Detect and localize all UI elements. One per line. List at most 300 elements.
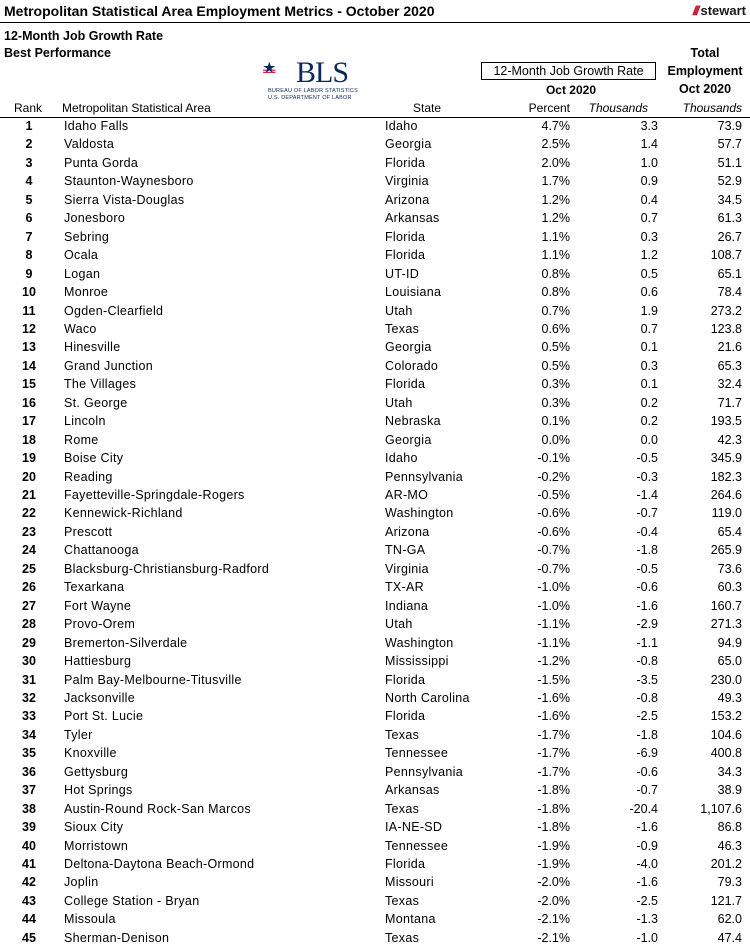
percent-cell: -0.2% [537,469,570,484]
total-cell: 345.9 [710,451,742,466]
table-row [0,765,750,783]
msa-cell: College Station - Bryan [64,893,200,908]
total-cell: 38.9 [717,783,742,798]
state-cell: Arkansas [385,783,440,798]
msa-cell: Ocala [64,248,99,263]
rank-cell: 34 [22,727,36,742]
percent-cell: -0.1% [537,451,570,466]
total-cell: 65.1 [717,266,742,281]
thousands-cell: -1.6 [636,820,658,835]
total-cell: 400.8 [710,746,742,761]
percent-cell: -1.8% [537,820,570,835]
table-row [0,875,750,893]
state-cell: Louisiana [385,285,442,300]
total-cell: 79.3 [717,875,742,890]
percent-cell: 1.2% [541,211,570,226]
thousands-cell: 0.3 [640,358,658,373]
msa-cell: Sierra Vista-Douglas [64,192,185,207]
total-cell: 153.2 [710,709,742,724]
thousands-cell: -0.6 [636,580,658,595]
table-row [0,211,750,229]
state-cell: Arkansas [385,211,440,226]
thousands-cell: 1.2 [640,248,658,263]
state-cell: TN-GA [385,543,426,558]
total-cell: 121.7 [710,893,742,908]
msa-cell: Kennewick-Richland [64,506,183,521]
rank-cell: 31 [22,672,36,687]
total-cell: 62.0 [717,912,742,927]
rank-cell: 42 [22,875,36,890]
table-row [0,931,750,949]
thousands-cell: -4.0 [636,857,658,871]
rank-cell: 33 [22,709,36,724]
rank-cell: 9 [25,266,33,281]
table-row [0,525,750,543]
total-cell: 104.6 [710,727,742,742]
percent-cell: 0.8% [541,266,570,281]
msa-cell: Lincoln [64,414,106,429]
state-cell: Florida [385,229,426,244]
table-row [0,894,750,912]
state-cell: Florida [385,857,426,871]
state-cell: Utah [385,395,413,410]
table-row [0,728,750,746]
table-row [0,396,750,414]
rank-cell: 3 [25,155,33,170]
state-cell: Tennessee [385,838,449,853]
state-cell: North Carolina [385,690,470,705]
msa-cell: Hot Springs [64,783,133,798]
total-cell: 26.7 [717,229,742,244]
state-cell: Texas [385,930,420,945]
thousands-cell: -0.3 [636,469,658,484]
table-row [0,912,750,930]
thousands-cell: 3.3 [640,119,658,133]
state-cell: Florida [385,672,426,687]
state-cell: Washington [385,635,454,650]
total-cell: 108.7 [710,248,742,263]
thousands-cell: 0.2 [640,395,658,410]
total-cell: 73.9 [717,119,742,133]
msa-cell: Staunton-Waynesboro [64,174,194,189]
rank-cell: 8 [25,248,33,263]
table-row [0,839,750,857]
percent-cell: 0.3% [541,377,570,392]
table-row [0,174,750,192]
msa-cell: Logan [64,266,101,281]
total-cell: 61.3 [717,211,742,226]
thousands-header: Thousands [588,101,648,115]
table-row [0,580,750,598]
rank-cell: 1 [25,119,33,133]
thousands-cell: -0.5 [636,561,658,576]
percent-cell: -0.7% [537,543,570,558]
rank-cell: 27 [22,598,36,613]
state-cell: Florida [385,709,426,724]
rank-cell: 16 [22,395,36,410]
total-header-line2: Employment [667,64,743,78]
table-row [0,617,750,635]
thousands-cell: 0.9 [640,174,658,189]
total-cell: 273.2 [710,303,742,318]
percent-cell: -1.6% [537,690,570,705]
percent-cell: -0.6% [537,524,570,539]
thousands-cell: 0.6 [640,285,658,300]
rank-cell: 7 [25,229,33,244]
thousands-cell: -2.5 [636,709,658,724]
total-cell: 34.5 [717,192,742,207]
percent-cell: -1.7% [537,746,570,761]
percent-cell: -1.5% [537,672,570,687]
table-row [0,488,750,506]
state-cell: Virginia [385,174,429,189]
state-cell: TX-AR [385,580,424,595]
state-header: State [413,101,442,115]
msa-cell: Sebring [64,229,110,244]
thousands-cell: 0.7 [640,211,658,226]
thousands-cell: -1.3 [636,912,658,927]
percent-cell: -2.1% [537,912,570,927]
table-row [0,230,750,248]
percent-cell: -1.8% [537,783,570,798]
rank-cell: 13 [22,340,36,355]
rank-cell: 38 [22,801,36,816]
percent-cell: 0.3% [541,395,570,410]
subtitle-performance: Best Performance [4,46,111,60]
table-row [0,543,750,561]
table-row [0,470,750,488]
state-cell: Georgia [385,432,432,447]
thousands-cell: -2.9 [636,617,658,632]
thousands-cell: 0.5 [640,266,658,281]
percent-cell: -2.0% [537,893,570,908]
msa-cell: Hinesville [64,340,121,355]
thousands-cell: -0.9 [636,838,658,853]
state-cell: Texas [385,321,420,336]
bls-logo-line2: U.S. DEPARTMENT OF LABOR [268,95,352,101]
state-cell: Florida [385,155,426,170]
state-cell: Utah [385,303,413,318]
total-cell: 264.6 [710,488,742,502]
state-cell: Nebraska [385,414,441,429]
msa-cell: Grand Junction [64,358,153,373]
total-cell: 123.8 [710,321,742,336]
total-cell: 51.1 [717,155,742,170]
percent-cell: 2.5% [541,137,570,152]
state-cell: Tennessee [385,746,449,761]
state-cell: UT-ID [385,266,420,281]
total-header-line3: Oct 2020 [678,82,732,96]
table-row [0,451,750,469]
thousands-cell: -1.0 [636,930,658,945]
rank-cell: 10 [22,285,36,300]
total-cell: 78.4 [717,285,742,300]
thousands-cell: 0.7 [640,321,658,336]
thousands-cell: 0.2 [640,414,658,429]
total-cell: 57.7 [717,137,742,152]
rank-cell: 22 [22,506,36,521]
msa-cell: Gettysburg [64,764,129,779]
msa-cell: Sherman-Denison [64,930,170,945]
percent-cell: -1.9% [537,838,570,853]
rank-cell: 11 [22,303,36,318]
rank-cell: 17 [22,414,36,429]
state-cell: Utah [385,617,413,632]
table-row [0,359,750,377]
percent-cell: 1.7% [541,174,570,189]
percent-cell: -0.5% [537,488,570,502]
table-row [0,709,750,727]
bls-logo-text: BLS [296,56,349,89]
table-row [0,414,750,432]
msa-cell: Joplin [64,875,99,890]
msa-cell: Texarkana [64,580,125,595]
state-cell: IA-NE-SD [385,820,443,835]
state-cell: Texas [385,893,420,908]
msa-cell: Austin-Round Rock-San Marcos [64,801,251,816]
thousands-cell: 0.3 [640,229,658,244]
state-cell: Indiana [385,598,429,613]
subtitle-metric: 12-Month Job Growth Rate [4,29,164,43]
rank-cell: 29 [22,635,36,650]
percent-cell: 1.1% [541,248,570,263]
table-row [0,746,750,764]
state-cell: Georgia [385,137,432,152]
percent-cell: 4.7% [541,119,570,133]
thousands-cell: -1.6 [636,875,658,890]
total-cell: 182.3 [710,469,742,484]
percent-cell: -1.1% [537,617,570,632]
msa-cell: Chattanooga [64,543,139,558]
thousands-cell: 0.0 [640,432,658,447]
total-cell: 47.4 [717,930,742,945]
rank-header: Rank [14,101,43,115]
state-cell: Georgia [385,340,432,355]
total-cell: 160.7 [710,598,742,613]
msa-cell: Blacksburg-Christiansburg-Radford [64,561,270,576]
table-row [0,783,750,801]
thousands-cell: -1.6 [636,598,658,613]
total-cell: 34.3 [717,764,742,779]
table-row [0,433,750,451]
percent-cell: 1.2% [541,192,570,207]
percent-cell: -1.7% [537,764,570,779]
rank-cell: 12 [22,321,36,336]
total-cell: 65.3 [717,358,742,373]
percent-cell: 0.0% [541,432,570,447]
msa-cell: Port St. Lucie [64,709,144,724]
state-cell: AR-MO [385,488,429,502]
thousands-cell: -1.8 [636,543,658,558]
thousands-cell: -6.9 [636,746,658,761]
header-divider [0,117,750,118]
table-row [0,193,750,211]
rank-cell: 40 [22,838,36,853]
thousands-cell: 1.4 [640,137,658,152]
thousands-cell: -0.4 [636,524,658,539]
msa-cell: Rome [64,432,99,447]
total-cell: 230.0 [710,672,742,687]
total-header-line1: Total [690,46,720,60]
thousands-cell: -20.4 [629,801,658,816]
percent-cell: -1.0% [537,580,570,595]
rank-cell: 20 [22,469,36,484]
total-cell: 271.3 [710,617,742,632]
rank-cell: 14 [22,358,36,373]
table-row [0,636,750,654]
table-row [0,802,750,820]
rank-cell: 4 [25,174,33,189]
stewart-brand-name: stewart [700,3,746,18]
total-cell: 65.4 [717,524,742,539]
rank-cell: 32 [22,690,36,705]
thousands-cell: -0.7 [636,783,658,798]
state-cell: Texas [385,727,420,742]
msa-cell: Prescott [64,524,113,539]
rank-cell: 2 [25,137,33,152]
state-cell: Idaho [385,451,418,466]
rank-cell: 39 [22,820,36,835]
state-cell: Florida [385,248,426,263]
rank-cell: 35 [22,746,36,761]
table-row [0,599,750,617]
percent-cell: -1.1% [537,635,570,650]
percent-cell: 0.5% [541,340,570,355]
stewart-logo [693,3,746,18]
total-cell: 265.9 [710,543,742,558]
rank-cell: 19 [22,451,36,466]
thousands-cell: 1.0 [640,155,658,170]
msa-cell: Monroe [64,285,109,300]
total-cell: 201.2 [710,857,742,871]
msa-cell: Jacksonville [64,690,135,705]
total-cell: 49.3 [717,690,742,705]
total-cell: 65.0 [717,654,742,669]
rank-cell: 21 [22,488,36,502]
thousands-cell: -3.5 [636,672,658,687]
state-cell: Colorado [385,358,439,373]
msa-cell: Boise City [64,451,124,466]
msa-cell: Ogden-Clearfield [64,303,164,318]
thousands-cell: -0.8 [636,654,658,669]
table-row [0,377,750,395]
percent-cell: 2.0% [541,155,570,170]
msa-cell: Punta Gorda [64,155,139,170]
total-cell: 94.9 [717,635,742,650]
msa-cell: The Villages [64,377,137,392]
rank-cell: 18 [22,432,36,447]
thousands-cell: -0.6 [636,764,658,779]
percent-cell: 0.1% [541,414,570,429]
table-row [0,119,750,137]
total-cell: 21.6 [717,340,742,355]
total-cell: 52.9 [717,174,742,189]
table-row [0,267,750,285]
percent-cell: -1.6% [537,709,570,724]
growth-period-header: Oct 2020 [545,83,597,97]
rank-cell: 25 [22,561,36,576]
title-bar [0,0,750,23]
msa-cell: Deltona-Daytona Beach-Ormond [64,857,255,871]
total-cell: 32.4 [717,377,742,392]
page-title: Metropolitan Statistical Area Employment Metrics - October 2020 [4,3,435,19]
rank-cell: 36 [22,764,36,779]
table-row [0,285,750,303]
percent-cell: 1.1% [541,229,570,244]
stewart-mark-icon: /// [692,3,698,18]
rank-cell: 45 [22,930,36,945]
thousands-cell: -1.8 [636,727,658,742]
state-cell: Idaho [385,119,418,133]
percent-cell: -0.6% [537,506,570,521]
state-cell: Texas [385,801,420,816]
percent-cell: -2.1% [537,930,570,945]
state-cell: Mississippi [385,654,449,669]
msa-cell: Tyler [64,727,93,742]
msa-cell: Jonesboro [64,211,126,226]
growth-group-header: 12-Month Job Growth Rate [481,62,656,80]
thousands-cell: 1.9 [640,303,658,318]
table-row [0,137,750,155]
percent-cell: -2.0% [537,875,570,890]
msa-cell: Hattiesburg [64,654,132,669]
state-cell: Pennsylvania [385,764,463,779]
total-cell: 73.6 [717,561,742,576]
table-row [0,340,750,358]
total-thousands-header: Thousands [682,101,742,115]
percent-cell: -0.7% [537,561,570,576]
total-cell: 1,107.6 [700,801,742,816]
total-cell: 86.8 [717,820,742,835]
table-row [0,304,750,322]
state-cell: Arizona [385,192,430,207]
percent-cell: 0.5% [541,358,570,373]
state-cell: Montana [385,912,436,927]
rank-cell: 41 [22,857,36,871]
thousands-cell: -0.8 [636,690,658,705]
total-cell: 193.5 [710,414,742,429]
thousands-cell: -1.4 [636,488,658,502]
msa-cell: Knoxville [64,746,117,761]
thousands-cell: -2.5 [636,893,658,908]
msa-cell: Fayetteville-Springdale-Rogers [64,488,245,502]
thousands-cell: -0.5 [636,451,658,466]
rank-cell: 26 [22,580,36,595]
percent-cell: -1.0% [537,598,570,613]
msa-cell: Provo-Orem [64,617,136,632]
rank-cell: 43 [22,893,36,908]
rank-cell: 37 [22,783,36,798]
table-row [0,562,750,580]
percent-cell: -1.2% [537,654,570,669]
msa-cell: Idaho Falls [64,119,129,133]
table-row [0,506,750,524]
msa-cell: Waco [64,321,97,336]
msa-cell: Sioux City [64,820,124,835]
total-cell: 119.0 [711,506,742,521]
msa-header: Metropolitan Statistical Area [62,101,211,115]
msa-cell: Missoula [64,912,116,927]
rank-cell: 44 [22,912,36,927]
rank-cell: 30 [22,654,36,669]
total-cell: 71.7 [717,395,742,410]
rank-cell: 24 [22,543,36,558]
msa-cell: Valdosta [64,137,115,152]
state-cell: Virginia [385,561,429,576]
thousands-cell: 0.1 [640,377,658,392]
rank-cell: 6 [25,211,33,226]
table-row [0,248,750,266]
